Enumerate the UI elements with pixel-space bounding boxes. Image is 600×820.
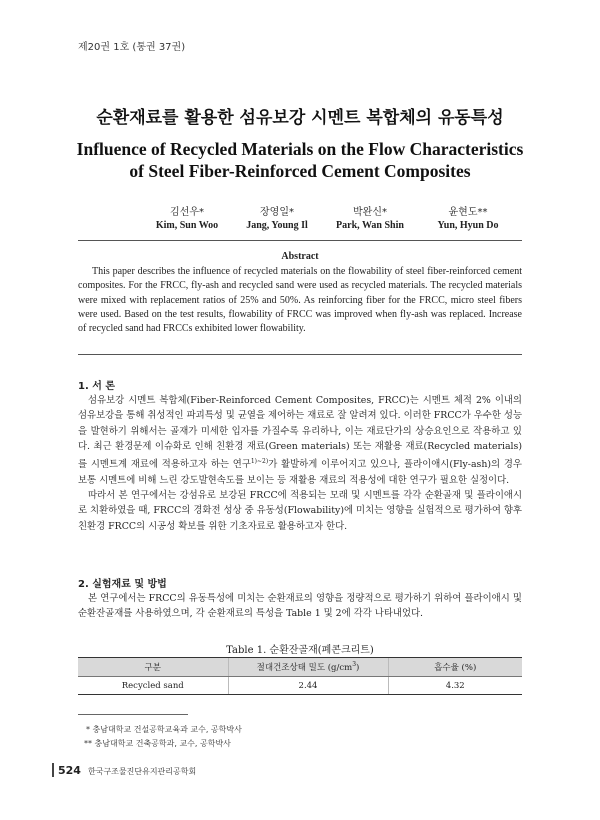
author-4 (420, 203, 516, 231)
abstract-top-rule (78, 240, 522, 241)
author-3-ko: 박완신* (353, 207, 387, 218)
table-1 (78, 657, 522, 695)
abstract-bottom-rule (78, 354, 522, 355)
section-2-paragraph-1: 본 연구에서는 FRCC의 유동특성에 미치는 순환재료의 영향을 정량적으로 평가하기 위하여 플라이애시 및 순환잔골재를 사용하였으며, 각 순환재료의 특성을 Table 1 및 2에 각각 나타내었다. (78, 593, 522, 620)
table-cell: Recycled sand (78, 677, 228, 695)
section-1-heading: 1. 서 론 (78, 381, 116, 392)
title-english (0, 138, 600, 182)
author-1 (142, 203, 232, 231)
table-cell: 4.32 (388, 677, 522, 695)
author-2-en: Jang, Young Il (246, 220, 308, 231)
journal-name: 한국구조물진단유지관리공학회 (88, 767, 197, 776)
citation-ref: 1)~2) (250, 458, 269, 466)
title-english-line-2: of Steel Fiber-Reinforced Cement Composites (129, 161, 471, 181)
table-1-caption: Table 1. 순환잔골재(폐콘크리트) (226, 645, 374, 656)
title-english-line-1: Influence of Recycled Materials on the Flow Characteristics (76, 139, 524, 159)
page-number: 524 (58, 764, 81, 777)
author-3-en: Park, Wan Shin (336, 220, 404, 231)
table-cell: 2.44 (228, 677, 388, 695)
section-1-body (78, 393, 522, 534)
table-row (78, 677, 522, 695)
footnote-rule (78, 714, 188, 715)
footnote-2: ** 충남대학교 건축공학과, 교수, 공학박사 (84, 739, 231, 748)
author-3 (322, 203, 418, 231)
footer-divider (52, 763, 54, 777)
author-4-ko: 윤현도** (448, 207, 488, 218)
section-1-paragraph-2: 따라서 본 연구에서는 강섬유로 보강된 FRCC에 적용되는 모래 및 시멘트를 각각 순환골재 및 플라이애시로 치환하였을 때, FRCC의 경화전 성상 중 유동성(Flowability)에 미치는 영향을 실험적으로 평가하여 향후 친환경 FRCC의 시공성 확보를 위한 기초자료로 활용하고자 한다. (78, 489, 522, 532)
section-2-heading: 2. 실험재료 및 방법 (78, 579, 167, 590)
section-2-body (78, 591, 522, 622)
author-2-ko: 장영일* (260, 207, 294, 218)
abstract-heading: Abstract (281, 251, 319, 262)
table-header-cell: 절대건조상태 밀도 $(g/cm^3)$ (228, 658, 388, 677)
journal-volume: 제20권 1호 (통권 37권) (78, 42, 186, 53)
footnote-1: * 충남대학교 건설공학교육과 교수, 공학박사 (86, 725, 242, 734)
section-1-paragraph-1: 섬유보강 시멘트 복합체(Fiber-Reinforced Cement Composites, FRCC)는 시멘트 체적 2% 이내의 섬유보강을 통해 취성적인 파괴특성 및 균열을 제어하는 재료로 잘 알려져 있다. 이러한 FRCC가 우수한 성능을 발현하기 위해서는 골재가 미세한 입자를 가질수록 유리하나, 이는 재료단가의 상승요인으로 작용하고 있다. 최근 환경문제 이슈화로 인해 친환경 재료(Green materials) 또는 재활용 재료(Recycled materials)를 시멘트계 재료에 적용하고자 하는 연구$^{1)\sim 2)}$가 활발하게 이루어지고 있으나, 플라이애시(Fly-ash)의 경우 보통 시멘트에 비해 느린 강도발현속도를 보이는 등 재활용 재료의 적용성에 대한 연구가 필요한 실정이다. (78, 395, 522, 486)
author-1-en: Kim, Sun Woo (155, 220, 219, 231)
abstract-text: This paper describes the influence of recycled materials on the flowability of steel fiber-reinforced cement composites. For the FRCC, fly-ash and recycled sand were used as recycled materials. The recycled materials were mixed with replacement ratios of 25% and 50%. As reinforcing fiber for the FRCC, micro steel fibers were used. Based on the test results, flowability of FRCC was improved when fly-ash was replaced. Increase of recycled sand had FRCCs exhibited lower flowability. (78, 266, 522, 335)
author-2 (232, 203, 322, 231)
author-1-ko: 김선우* (170, 207, 204, 218)
table-header-cell: 흡수율 (%) (388, 658, 522, 677)
author-4-en: Yun, Hyun Do (437, 220, 499, 231)
title-korean: 순환재료를 활용한 섬유보강 시멘트 복합체의 유동특성 (96, 108, 504, 128)
table-header-row (78, 658, 522, 677)
table-header-cell: 구분 (78, 658, 228, 677)
